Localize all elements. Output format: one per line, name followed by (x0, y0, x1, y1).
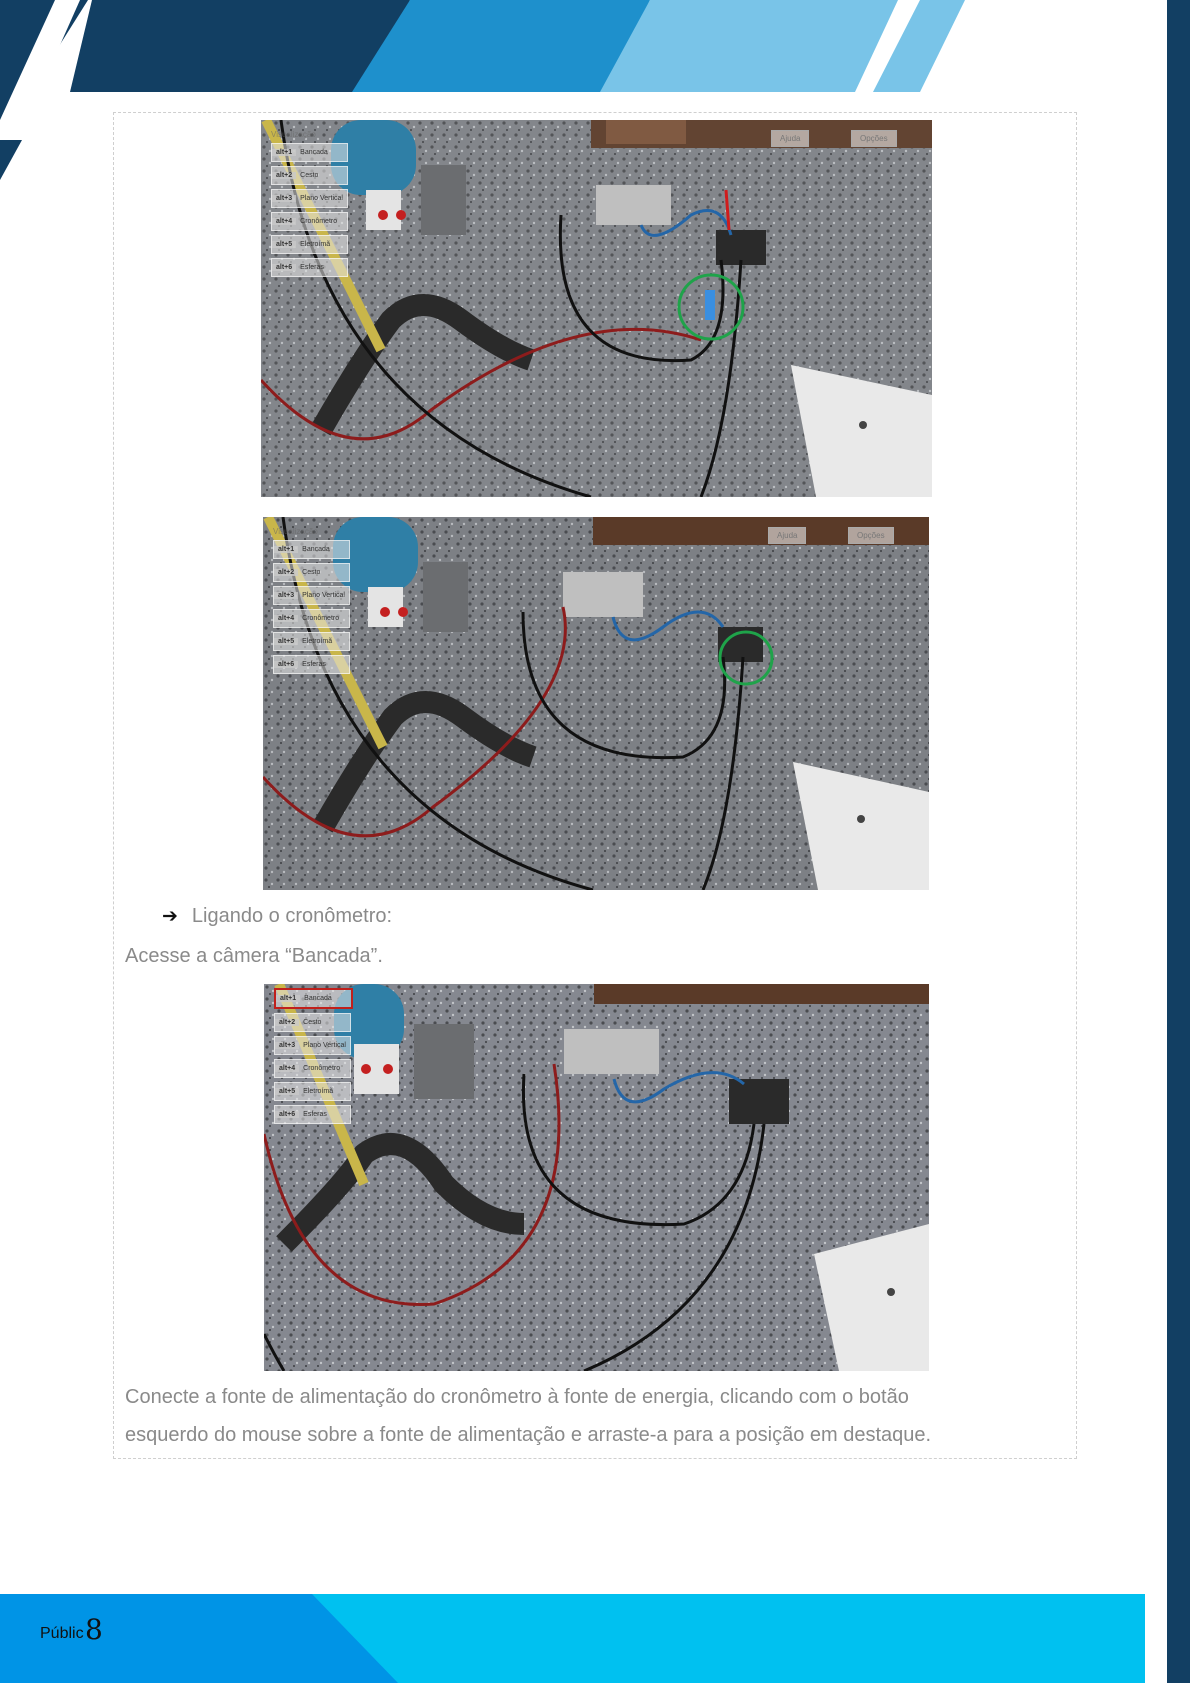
hud-camera-esferas[interactable]: alt+6 Esferas (271, 258, 348, 277)
hud-camera-eletroima[interactable]: alt+5 Eletroímã (274, 1082, 351, 1101)
footer-classification: Públic (40, 1625, 84, 1642)
hud-camera-cronometro[interactable]: alt+4 Cronômetro (273, 609, 350, 628)
footer-banner (0, 1594, 1145, 1683)
hud-camera-cesto[interactable]: alt+2 Cesto (271, 166, 348, 185)
hud-camera-esferas[interactable]: alt+6 Esferas (273, 655, 350, 674)
hud-camera-cronometro[interactable]: alt+4 Cronômetro (274, 1059, 351, 1078)
hud-title: Visualização (271, 130, 316, 139)
hud-camera-eletroima[interactable]: alt+5 Eletroímã (271, 235, 348, 254)
options-button[interactable]: Opções (851, 130, 897, 147)
hud-camera-bancada[interactable]: alt+1 Bancada (273, 540, 350, 559)
bullet-item: ➔ Ligando o cronômetro: (162, 905, 393, 927)
options-button[interactable]: Opções (848, 527, 894, 544)
simulation-screenshot-3 (264, 984, 929, 1371)
hud-camera-plano-vertical[interactable]: alt+3 Plano Vertical (271, 189, 348, 208)
hud-camera-cesto[interactable]: alt+2 Cesto (274, 1013, 351, 1032)
right-side-bar (1167, 0, 1190, 1683)
hud-camera-cronometro[interactable]: alt+4 Cronômetro (271, 212, 348, 231)
hud-camera-cesto[interactable]: alt+2 Cesto (273, 563, 350, 582)
help-button[interactable]: Ajuda (771, 130, 809, 147)
simulation-screenshot-2 (263, 517, 929, 890)
hud-title: Visualização (273, 527, 318, 536)
paragraph-2-line-2: esquerdo do mouse sobre a fonte de alimentação e arraste-a para a posição em destaque. (125, 1424, 932, 1446)
arrow-right-icon: ➔ (162, 906, 178, 927)
hud-camera-plano-vertical[interactable]: alt+3 Plano Vertical (273, 586, 350, 605)
paragraph-2-line-1: Conecte a fonte de alimentação do cronômetro à fonte de energia, clicando com o botão (125, 1386, 909, 1408)
hud-camera-bancada[interactable]: alt+1 Bancada (274, 988, 353, 1009)
page-number: 8 (85, 1613, 103, 1646)
simulation-screenshot-1 (261, 120, 932, 497)
hud-camera-plano-vertical[interactable]: alt+3 Plano Vertical (274, 1036, 351, 1055)
help-button[interactable]: Ajuda (768, 527, 806, 544)
hud-camera-bancada[interactable]: alt+1 Bancada (271, 143, 348, 162)
paragraph-1: Acesse a câmera “Bancada”. (125, 945, 383, 967)
hud-camera-eletroima[interactable]: alt+5 Eletroímã (273, 632, 350, 651)
hud-camera-esferas[interactable]: alt+6 Esferas (274, 1105, 351, 1124)
